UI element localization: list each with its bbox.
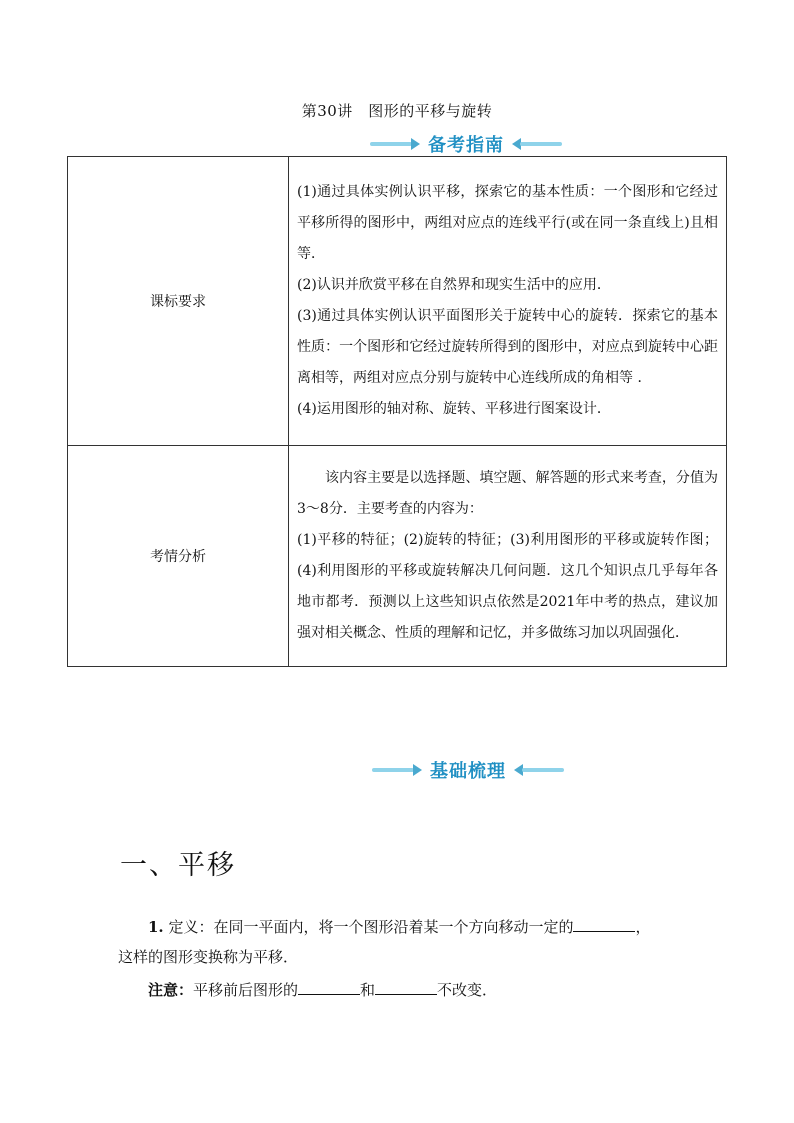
definition-text-continued: 这样的图形变换称为平移． [118,948,299,966]
note-text: 平移前后图形的 [193,981,299,999]
banner-guide-label: 备考指南 [428,135,504,156]
answer-blank[interactable] [375,979,437,995]
guide-table [67,156,727,667]
answer-blank[interactable] [573,916,635,932]
note-text: 不改变． [437,981,498,999]
definition-continuation [118,942,698,972]
banner-basics-label: 基础梳理 [430,761,506,782]
answer-blank[interactable] [298,979,360,995]
requirement-line: (2)认识并欣赏平移在自然界和现实生活中的应用． [297,277,611,293]
banner-left-line [370,142,412,146]
analysis-line: 该内容主要是以选择题、填空题、解答题的形式来考查，分值为3～8分．主要考查的内容为： [297,470,718,517]
analysis-line: (1)平移的特征；(2)旋转的特征；(3)利用图形的平移或旋转作图；(4)利用图形的平移或旋转解决几何问题．这几个知识点几乎每年各地市都考．预测以上这些知识点依然是2021年中考的热点，建议加强对相关概念、性质的理解和记忆，并多做练习加以巩固强化． [297,532,718,641]
section-title: 一、平移 [120,850,236,881]
definition-text: 定义：在同一平面内，将一个图形沿着某一个方向移动一定的 [168,918,574,936]
note-label: 注意： [148,981,194,999]
definition-comma: ， [635,918,651,936]
requirement-line: (1)通过具体实例认识平移，探索它的基本性质：一个图形和它经过平移所得的图形中，两组对应点的连线平行(或在同一条直线上)且相等． [297,184,718,262]
requirement-line: (4)运用图形的轴对称、旋转、平移进行图案设计． [297,401,611,417]
row-content [289,157,727,446]
requirement-line: (3)通过具体实例认识平面图形关于旋转中心的旋转．探索它的基本性质：一个图形和它经过旋转所得到的图形中，对应点到旋转中心距离相等，两组对应点分别与旋转中心连线所成的角相等 ． [297,308,718,386]
banner-right-line [520,142,562,146]
definition-paragraph [118,912,698,942]
banner-left-arrow-icon [413,764,422,776]
banner-basics [372,757,564,783]
row-heading: 考情分析 [68,446,289,667]
banner-right-line [522,768,564,772]
definition-number: 1. [148,918,164,936]
note-paragraph [118,975,698,1005]
page-title: 第30讲 图形的平移与旋转 [301,102,493,120]
banner-guide [370,131,562,157]
row-heading: 课标要求 [68,157,289,446]
note-text: 和 [360,981,376,999]
table-row [68,157,727,446]
table-row [68,446,727,667]
banner-left-line [372,768,414,772]
row-content [289,446,727,667]
banner-left-arrow-icon [411,138,420,150]
